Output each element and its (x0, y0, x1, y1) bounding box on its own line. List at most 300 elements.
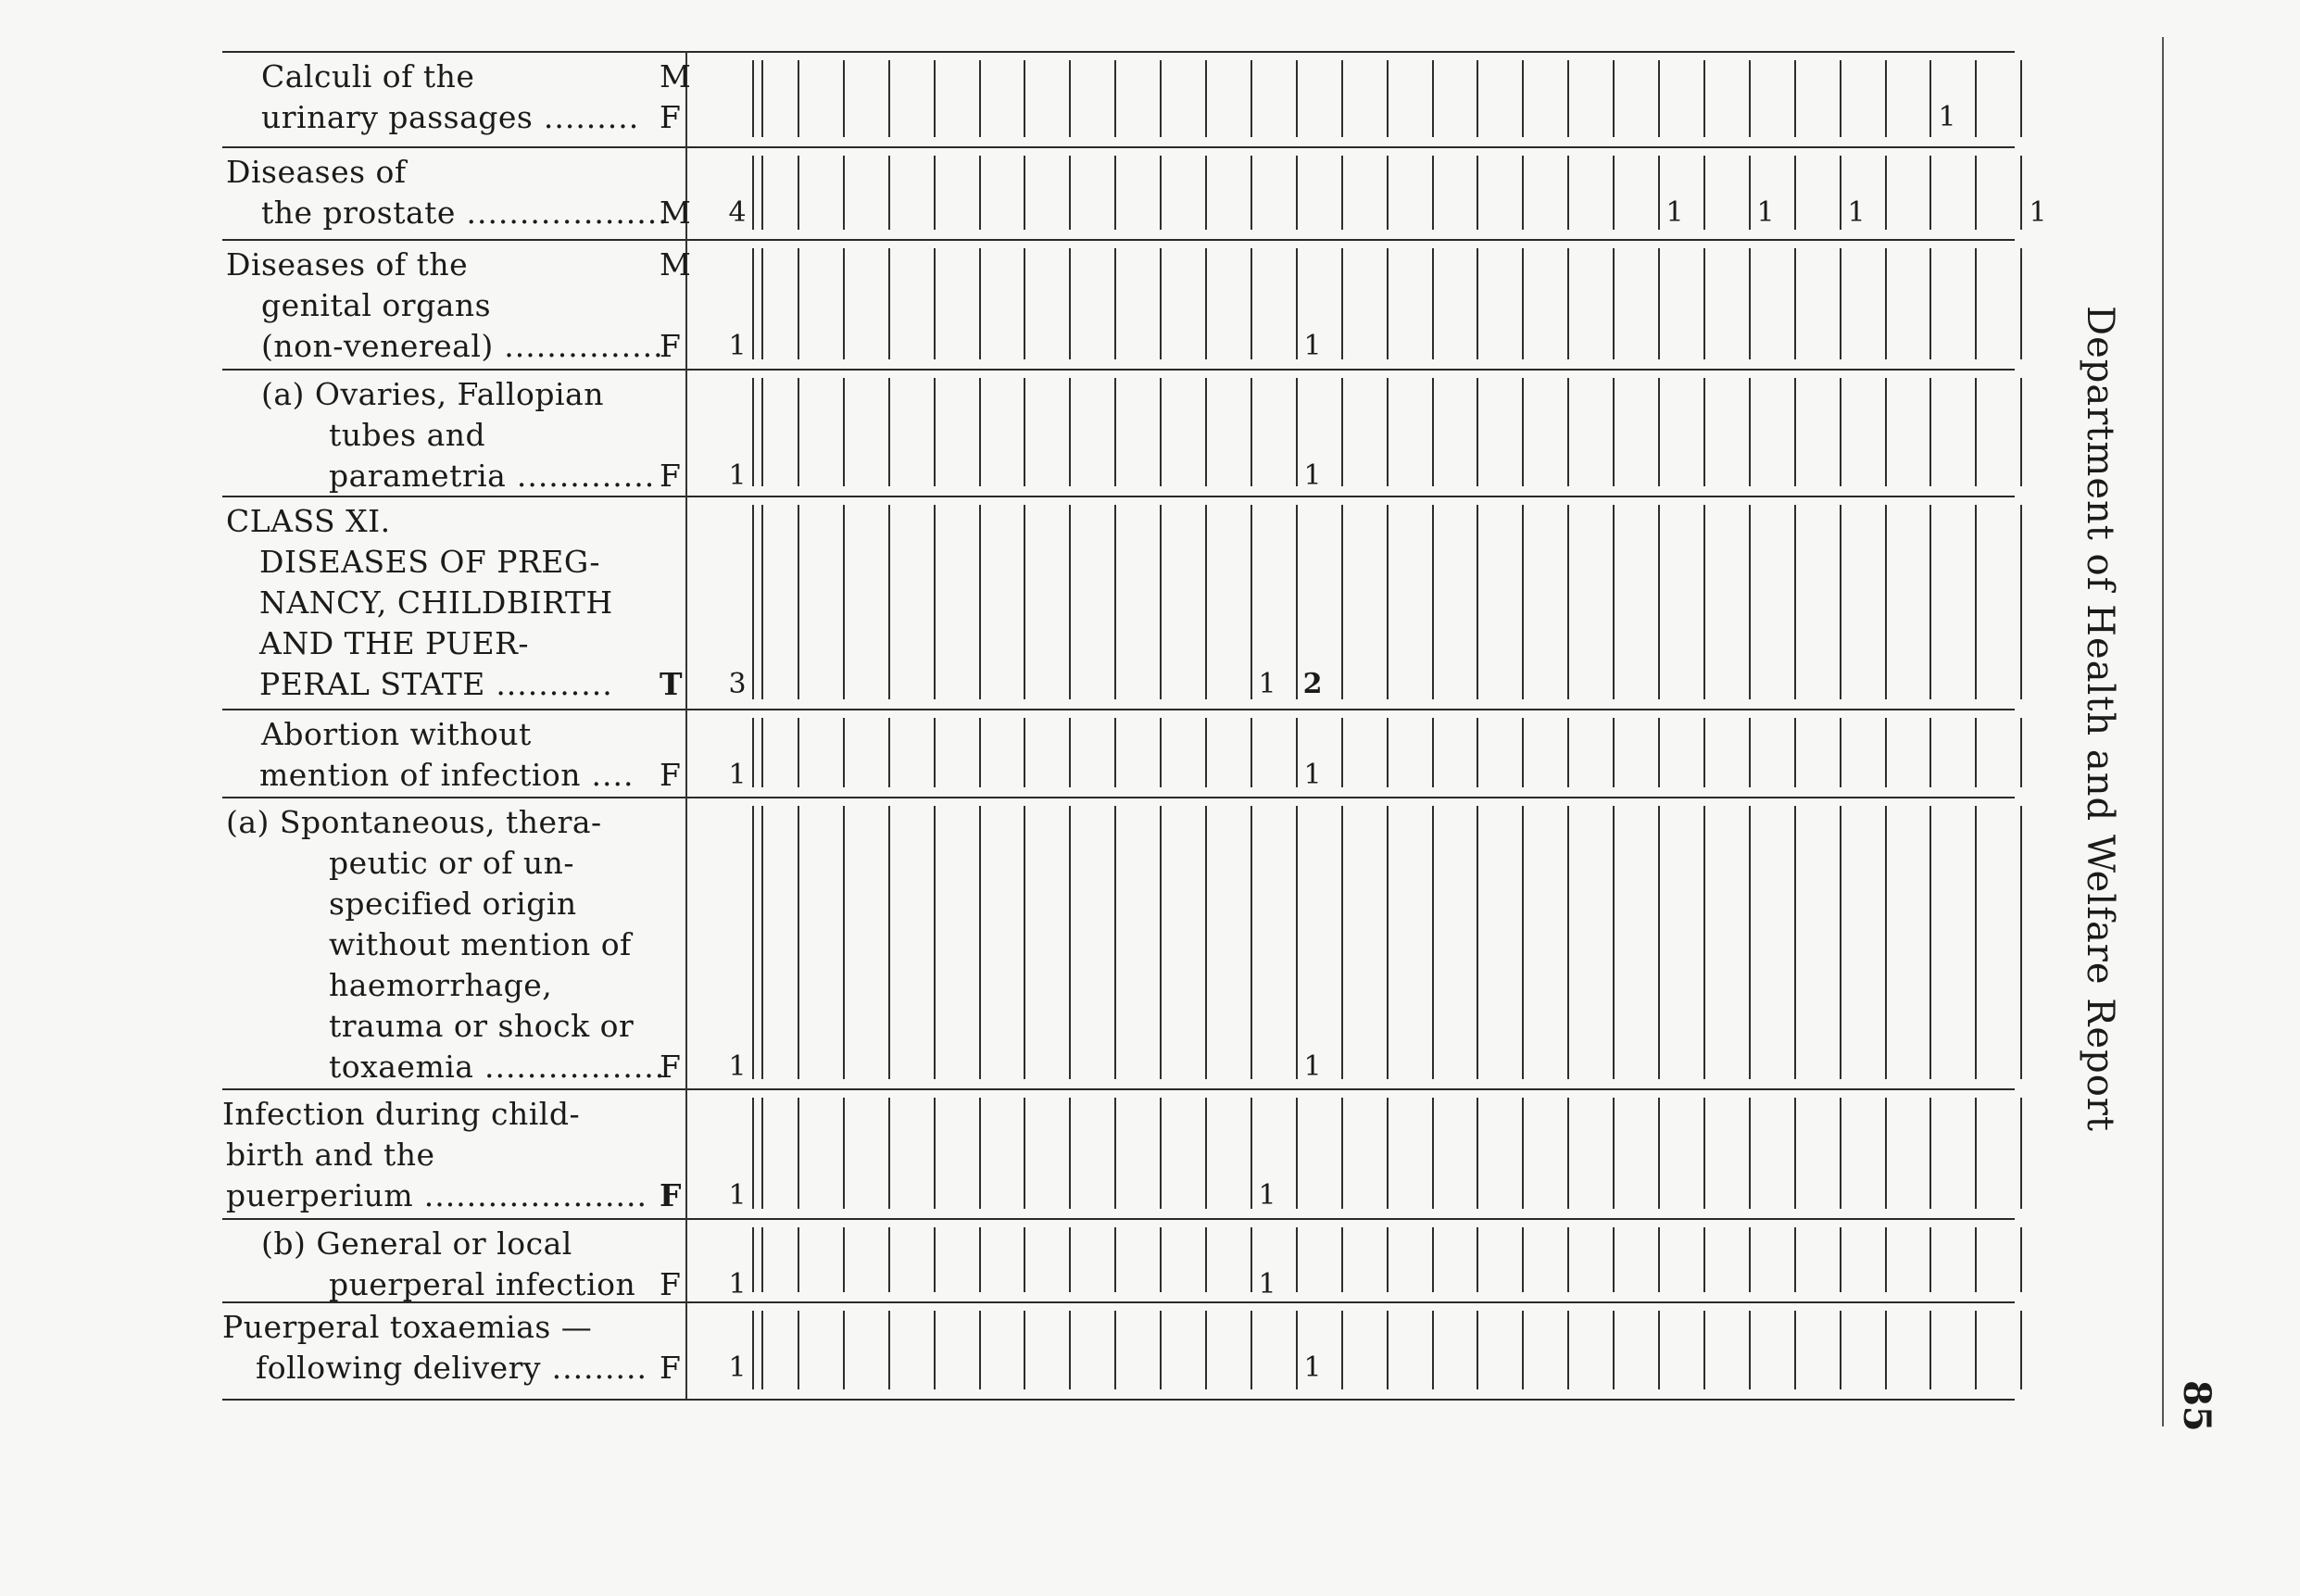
leader-dots: ........... (484, 666, 613, 702)
row-label-line (226, 1135, 435, 1175)
column-rule (1975, 378, 1977, 486)
row-label-text: Puerperal toxaemias — (222, 1309, 593, 1345)
row-label-line (259, 583, 613, 623)
column-rule (1749, 505, 1751, 699)
column-rule (1205, 1227, 1207, 1292)
column-rule (1840, 718, 1841, 787)
column-rule (1840, 806, 1841, 1079)
column-rule (1387, 806, 1389, 1079)
column-rule (1703, 806, 1705, 1079)
table-cell-value: 1 (728, 1179, 747, 1212)
column-rule (888, 378, 890, 486)
column-rule (1114, 156, 1116, 230)
column-rule (934, 806, 936, 1079)
column-rule (1477, 248, 1478, 359)
column-rule (1069, 1311, 1071, 1389)
column-rule (1205, 505, 1207, 699)
column-rule (1114, 1098, 1116, 1209)
column-rule (1432, 1311, 1434, 1389)
column-rule (1296, 60, 1298, 137)
column-rule (752, 806, 754, 1079)
table-cell-value: 1 (728, 1268, 747, 1301)
column-rule (1522, 60, 1524, 137)
row-label-text: (non-venereal) (261, 328, 494, 364)
column-rule (1205, 718, 1207, 787)
column-rule (1794, 156, 1796, 230)
column-rule (1794, 60, 1796, 137)
column-rule (1251, 60, 1252, 137)
sex-code: F (660, 757, 681, 793)
table-cell-value: 1 (728, 1050, 747, 1083)
column-rule (1885, 378, 1887, 486)
column-rule (761, 806, 763, 1079)
column-rule (1024, 1098, 1025, 1209)
column-rule (1975, 505, 1977, 699)
column-rule (1069, 60, 1071, 137)
column-rule (1432, 1098, 1434, 1209)
column-rule (761, 1098, 763, 1209)
column-rule (752, 60, 754, 137)
column-rule (1885, 1311, 1887, 1389)
column-rule (888, 505, 890, 699)
column-rule (761, 156, 763, 230)
column-rule (1749, 60, 1751, 137)
column-rule (1477, 505, 1478, 699)
table-cell-value: 1 (728, 1351, 747, 1384)
row-label-line (261, 326, 664, 367)
column-rule (1296, 1227, 1298, 1292)
column-rule (1160, 505, 1162, 699)
sex-code: F (660, 1350, 681, 1386)
column-rule (1522, 156, 1524, 230)
column-rule (979, 718, 981, 787)
running-head: Department of Health and Welfare Report (2079, 306, 2121, 1132)
sex-code: F (660, 328, 681, 364)
column-rule (1387, 60, 1389, 137)
column-rule (1975, 60, 1977, 137)
column-rule (979, 1098, 981, 1209)
column-rule (1205, 1098, 1207, 1209)
column-rule (843, 1311, 845, 1389)
row-label-text: CLASS XI. (226, 503, 391, 539)
leader-dots: ......... (533, 99, 640, 135)
column-rule (2020, 806, 2022, 1079)
column-rule (1432, 248, 1434, 359)
column-rule (1613, 248, 1615, 359)
column-rule (1658, 1098, 1660, 1209)
sex-code: M (660, 58, 691, 94)
column-rule (2020, 1311, 2022, 1389)
column-rule (2020, 378, 2022, 486)
row-label-text: parametria (329, 458, 507, 494)
column-rule (1749, 806, 1751, 1079)
row-rule (222, 239, 2015, 241)
column-rule (761, 248, 763, 359)
column-rule (1341, 806, 1343, 1079)
sex-code: F (660, 458, 681, 494)
column-rule (843, 378, 845, 486)
column-rule (1840, 60, 1841, 137)
row-rule (222, 1218, 2015, 1220)
row-label-line (226, 1175, 647, 1216)
column-rule (1658, 248, 1660, 359)
row-rule (222, 369, 2015, 371)
row-label-text: AND THE PUER- (259, 625, 530, 661)
table-cell-value: 1 (1303, 330, 1322, 362)
column-rule (1069, 248, 1071, 359)
column-rule (1794, 806, 1796, 1079)
table-cell-value: 1 (1258, 1179, 1276, 1212)
sex-code: M (660, 246, 691, 283)
column-rule (1024, 1311, 1025, 1389)
column-rule (1749, 1227, 1751, 1292)
column-rule (1341, 156, 1343, 230)
column-rule (1522, 718, 1524, 787)
column-rule (1929, 505, 1931, 699)
table-cell-value: 1 (728, 459, 747, 492)
column-rule (843, 1227, 845, 1292)
column-rule (1341, 718, 1343, 787)
column-rule (934, 156, 936, 230)
column-rule (798, 505, 799, 699)
column-rule (1703, 1227, 1705, 1292)
column-rule (1024, 505, 1025, 699)
column-rule (1024, 718, 1025, 787)
column-rule (1069, 156, 1071, 230)
column-rule (1160, 1227, 1162, 1292)
column-rule (1160, 378, 1162, 486)
column-rule (1477, 718, 1478, 787)
leader-dots: .... (581, 757, 635, 793)
column-rule (1703, 1098, 1705, 1209)
column-rule (888, 60, 890, 137)
column-rule (843, 806, 845, 1079)
row-label-text: (b) General or local (261, 1225, 572, 1262)
column-rule (1522, 248, 1524, 359)
column-rule (1658, 806, 1660, 1079)
row-label-text: Diseases of the (226, 246, 469, 283)
column-rule (798, 248, 799, 359)
column-rule (1613, 505, 1615, 699)
column-rule (979, 60, 981, 137)
row-label-text: DISEASES OF PREG- (259, 544, 601, 580)
row-label-line (222, 1094, 580, 1135)
row-label-text: the prostate (261, 195, 456, 231)
row-label-text: specified origin (329, 886, 577, 922)
column-rule (1114, 1311, 1116, 1389)
column-rule (1840, 378, 1841, 486)
table-cell-value: 1 (1258, 668, 1276, 700)
column-rule (761, 1311, 763, 1389)
row-label-text: tubes and (329, 417, 486, 453)
column-rule (761, 1227, 763, 1292)
leader-dots: ............. (506, 458, 656, 494)
column-rule (798, 1098, 799, 1209)
column-rule (934, 378, 936, 486)
table-cell-value: 1 (2029, 196, 2047, 229)
table-cell-value: 1 (1303, 759, 1322, 791)
column-rule (1477, 1311, 1478, 1389)
column-rule (1522, 806, 1524, 1079)
column-rule (1613, 806, 1615, 1079)
row-label-text: PERAL STATE (259, 666, 485, 702)
row-label-line (261, 57, 474, 97)
leader-dots: ................. (473, 1049, 666, 1085)
column-rule (979, 248, 981, 359)
column-rule (843, 718, 845, 787)
column-rule (1069, 378, 1071, 486)
column-rule (1613, 156, 1615, 230)
row-label-line (329, 1047, 665, 1087)
column-rule (1160, 60, 1162, 137)
column-rule (934, 248, 936, 359)
row-label-text: Infection during child- (222, 1096, 581, 1132)
row-label-line (261, 193, 669, 233)
table-cell-value: 1 (1665, 196, 1684, 229)
column-rule (1613, 60, 1615, 137)
row-label-text: Diseases of (226, 154, 407, 190)
column-rule (1703, 60, 1705, 137)
column-rule (1522, 1227, 1524, 1292)
column-rule (1975, 806, 1977, 1079)
row-label-text: (a) Spontaneous, thera- (226, 804, 602, 840)
column-rule (1477, 156, 1478, 230)
column-rule (1567, 1098, 1569, 1209)
sex-code: F (660, 1177, 682, 1213)
row-label-line (329, 924, 632, 965)
column-rule (1387, 718, 1389, 787)
column-rule (1024, 60, 1025, 137)
column-rule (1387, 1311, 1389, 1389)
row-rule (222, 51, 2015, 53)
column-rule (1658, 505, 1660, 699)
column-rule (843, 248, 845, 359)
column-rule (2020, 505, 2022, 699)
row-label-text: haemorrhage, (329, 967, 553, 1003)
row-label-text: genital organs (261, 287, 492, 323)
column-rule (1432, 378, 1434, 486)
column-rule (1069, 1098, 1071, 1209)
column-rule (1658, 60, 1660, 137)
column-rule (1341, 1311, 1343, 1389)
column-rule (1885, 1227, 1887, 1292)
column-rule (1975, 248, 1977, 359)
table-cell-value: 1 (1847, 196, 1866, 229)
column-rule (1160, 806, 1162, 1079)
column-rule (1024, 1227, 1025, 1292)
column-rule (1749, 378, 1751, 486)
column-rule (1840, 248, 1841, 359)
column-rule (888, 1098, 890, 1209)
column-rule (1749, 248, 1751, 359)
column-rule (979, 505, 981, 699)
column-rule (1794, 1227, 1796, 1292)
leader-dots: ......... (541, 1350, 647, 1386)
row-label-text: trauma or shock or (329, 1008, 635, 1044)
column-rule (1929, 1098, 1931, 1209)
column-rule (1567, 505, 1569, 699)
column-rule (1794, 378, 1796, 486)
column-rule (1929, 806, 1931, 1079)
column-rule (1567, 60, 1569, 137)
column-rule (1114, 248, 1116, 359)
column-rule (1205, 806, 1207, 1079)
row-label-line (259, 623, 529, 664)
column-rule (934, 1311, 936, 1389)
row-label-line (261, 1224, 572, 1264)
column-rule (1929, 718, 1931, 787)
column-rule (979, 806, 981, 1079)
column-rule (1522, 378, 1524, 486)
column-rule (1929, 1227, 1931, 1292)
column-rule (1840, 1098, 1841, 1209)
sex-code: T (660, 666, 683, 702)
column-rule (1114, 806, 1116, 1079)
column-rule (1613, 1098, 1615, 1209)
row-label-line (226, 245, 468, 285)
row-label-text: peutic or of un- (329, 845, 575, 881)
column-rule (1885, 60, 1887, 137)
column-rule (1251, 1311, 1252, 1389)
table-cell-value: 1 (1258, 1268, 1276, 1301)
column-rule (1160, 156, 1162, 230)
column-rule (1205, 60, 1207, 137)
column-rule (1387, 505, 1389, 699)
column-rule (888, 1227, 890, 1292)
column-rule (1929, 248, 1931, 359)
column-rule (1114, 60, 1116, 137)
table-cell-value: 1 (1303, 1050, 1322, 1083)
column-rule (2020, 60, 2022, 137)
column-rule (1929, 156, 1931, 230)
row-label-text: Abortion without (261, 716, 532, 752)
column-rule (761, 505, 763, 699)
row-label-line (256, 1348, 647, 1389)
column-rule (1477, 378, 1478, 486)
column-rule (798, 718, 799, 787)
column-rule (934, 505, 936, 699)
page-margin-rule (2162, 37, 2164, 1426)
row-label-text: following delivery (256, 1350, 542, 1386)
column-rule (1251, 156, 1252, 230)
column-rule (1749, 718, 1751, 787)
column-rule (1114, 505, 1116, 699)
column-rule (1929, 1311, 1931, 1389)
column-rule (1522, 1098, 1524, 1209)
sex-code: M (660, 195, 691, 231)
column-rule (1069, 505, 1071, 699)
column-rule (761, 718, 763, 787)
column-rule (934, 718, 936, 787)
column-rule (1794, 1311, 1796, 1389)
column-rule (1794, 718, 1796, 787)
column-rule (1658, 718, 1660, 787)
column-rule (1567, 248, 1569, 359)
row-rule (222, 146, 2015, 148)
column-rule (798, 156, 799, 230)
column-rule (1567, 156, 1569, 230)
column-rule (1477, 806, 1478, 1079)
column-rule (1929, 378, 1931, 486)
row-label-text: without mention of (329, 926, 632, 962)
column-rule (1160, 718, 1162, 787)
column-rule (1975, 1227, 1977, 1292)
column-rule (1160, 1311, 1162, 1389)
column-rule (843, 60, 845, 137)
column-rule (1114, 378, 1116, 486)
column-rule (1703, 156, 1705, 230)
column-rule (1296, 806, 1298, 1079)
column-rule (979, 1227, 981, 1292)
row-label-line (259, 755, 635, 796)
column-rule (934, 1098, 936, 1209)
column-rule (798, 806, 799, 1079)
column-rule (1432, 156, 1434, 230)
column-rule (1885, 505, 1887, 699)
column-rule (934, 1227, 936, 1292)
row-rule (222, 797, 2015, 798)
column-rule (1387, 248, 1389, 359)
sex-code: F (660, 99, 681, 135)
row-label-line (329, 415, 485, 456)
table-cell-value: 1 (1303, 1351, 1322, 1384)
column-rule (1069, 718, 1071, 787)
column-rule (1432, 505, 1434, 699)
column-rule (1885, 156, 1887, 230)
column-rule (761, 378, 763, 486)
sex-code: F (660, 1266, 681, 1302)
row-label-line (259, 542, 600, 583)
column-rule (1975, 1311, 1977, 1389)
leader-dots: ..................... (413, 1177, 647, 1213)
column-rule (1703, 1311, 1705, 1389)
column-rule (1703, 248, 1705, 359)
column-rule (1975, 156, 1977, 230)
column-rule (1975, 718, 1977, 787)
table-cell-value: 1 (728, 759, 747, 791)
column-rule (2020, 1227, 2022, 1292)
column-rule (1296, 156, 1298, 230)
column-rule (1114, 718, 1116, 787)
column-rule (1840, 1311, 1841, 1389)
column-rule (1024, 378, 1025, 486)
column-rule (1658, 1311, 1660, 1389)
column-rule (843, 1098, 845, 1209)
column-rule (1477, 1227, 1478, 1292)
column-rule (1658, 378, 1660, 486)
row-label-line (329, 884, 577, 924)
column-rule (979, 156, 981, 230)
column-rule (1794, 248, 1796, 359)
column-rule (1703, 378, 1705, 486)
column-rule (1024, 156, 1025, 230)
table-cell-value: 1 (1756, 196, 1775, 229)
column-rule (1205, 248, 1207, 359)
column-rule (979, 378, 981, 486)
row-label-text: toxaemia (329, 1049, 474, 1085)
table-cell-value: 1 (1938, 101, 1956, 133)
row-label-line (329, 843, 574, 884)
column-rule (1387, 1227, 1389, 1292)
row-rule (222, 1399, 2015, 1401)
column-rule (798, 1227, 799, 1292)
column-rule (843, 156, 845, 230)
column-rule (798, 60, 799, 137)
column-rule (1341, 378, 1343, 486)
column-rule (1251, 718, 1252, 787)
column-rule (1432, 718, 1434, 787)
column-rule (1341, 505, 1343, 699)
